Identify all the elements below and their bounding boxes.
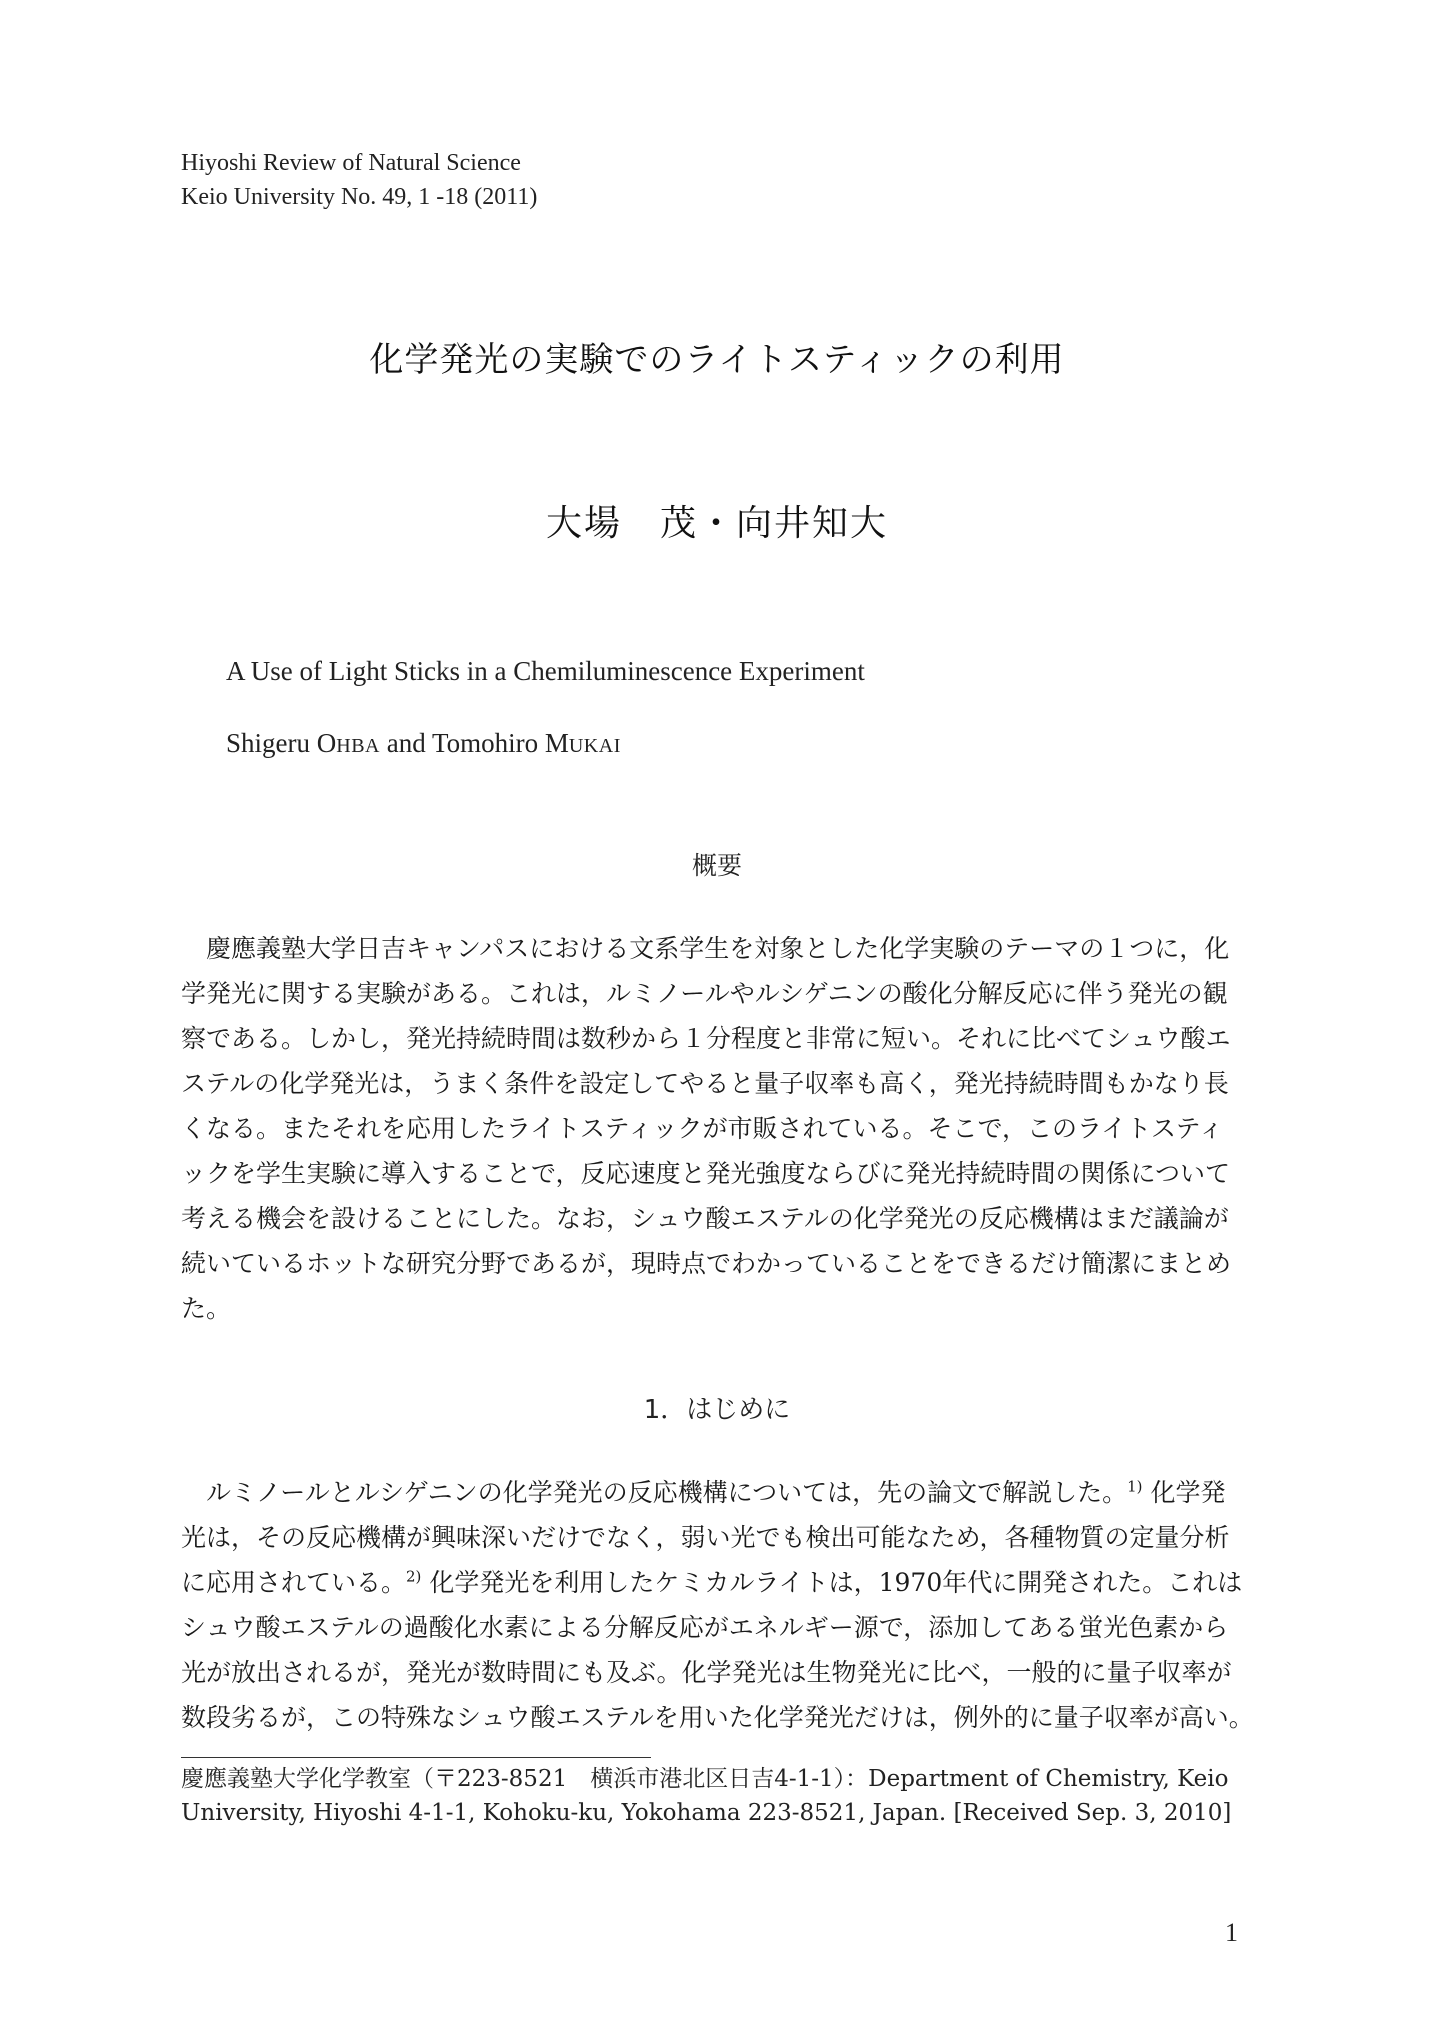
body-line: 光が放出されるが，発光が数時間にも及ぶ。化学発光は生物発光に比べ，一般的に量子収率が: [181, 1658, 1232, 1687]
english-authors: [226, 728, 621, 759]
journal-issue: Keio University No. 49, 1 -18 (2011): [181, 184, 538, 210]
body-line: [181, 1560, 1261, 1605]
body-line: 光は，その反応機構が興味深いだけでなく，弱い光でも検出可能なため，各種物質の定量分析: [181, 1523, 1230, 1552]
footnote-line: University, Hiyoshi 4-1-1, Kohoku-ku, Yokohama 223-8521, Japan. [Received Sep. 3, 2010]: [181, 1800, 1232, 1826]
author-conjunction: and Tomohiro: [379, 728, 545, 758]
author1-last-initial: O: [316, 728, 337, 758]
body-line: シュウ酸エステルの過酸化水素による分解反応がエネルギー源で，添加してある蛍光色素から: [181, 1613, 1229, 1642]
body-line: [181, 1470, 1261, 1515]
english-title: A Use of Light Sticks in a Chemiluminescence Experiment: [226, 656, 865, 686]
author2-last-rest: UKAI: [568, 735, 621, 757]
abstract-line: ックを学生実験に導入することで，反応速度と発光強度ならびに発光持続時間の関係について: [181, 1159, 1231, 1188]
journal-header: [181, 146, 537, 214]
abstract-line: 察である。しかし，発光持続時間は数秒から１分程度と非常に短い。それに比べてシュウ酸エ: [181, 1024, 1231, 1053]
footnote-line: 慶應義塾大学化学教室（〒223-8521 横浜市港北区日吉4-1-1）：Department of Chemistry, Keio: [181, 1766, 1229, 1792]
body-line: 数段劣るが，この特殊なシュウ酸エステルを用いた化学発光だけは，例外的に量子収率が高い。: [181, 1703, 1254, 1732]
abstract-line: た。: [181, 1294, 232, 1323]
footnote: [181, 1762, 1281, 1830]
authors-japanese: 大場 茂・向井知大: [545, 503, 888, 544]
section-body: [181, 1470, 1261, 1740]
abstract-line: 学発光に関する実験がある。これは，ルミノールやルシゲニンの酸化分解反応に伴う発光の観: [181, 979, 1228, 1008]
author1-last-rest: HBA: [336, 735, 380, 757]
abstract-body: [181, 926, 1261, 1331]
body-text: 化学発: [1142, 1478, 1226, 1507]
abstract-line: ステルの化学発光は，うまく条件を設定してやると量子収率も高く，発光持続時間もかなり長: [181, 1069, 1229, 1098]
abstract-line: 考える機会を設けることにした。なお，シュウ酸エステルの化学発光の反応機構はまだ議論が: [181, 1204, 1229, 1233]
section-heading: 1．はじめに: [643, 1395, 791, 1425]
body-text: ルミノールとルシゲニンの化学発光の反応機構については，先の論文で解説した。: [181, 1478, 1128, 1507]
author2-last-initial: M: [544, 728, 569, 758]
body-text: に応用されている。: [181, 1568, 407, 1597]
author1-first-name: Shigeru: [226, 728, 317, 758]
abstract-line: 慶應義塾大学日吉キャンパスにおける文系学生を対象とした化学実験のテーマの１つに，化: [181, 934, 1230, 963]
abstract-heading: 概要: [691, 851, 742, 880]
paper-title: 化学発光の実験でのライトスティックの利用: [369, 340, 1065, 380]
reference-marker: 1): [1127, 1477, 1143, 1496]
body-text: 化学発光を利用したケミカルライトは，1970年代に開発された。これは: [421, 1568, 1243, 1597]
page-number: 1: [1225, 1918, 1238, 1947]
footnote-divider: [181, 1757, 651, 1758]
journal-name: Hiyoshi Review of Natural Science: [181, 150, 521, 176]
reference-marker: 2): [406, 1567, 422, 1586]
abstract-line: くなる。またそれを応用したライトスティックが市販されている。そこで，このライトスティ: [181, 1114, 1224, 1143]
abstract-line: 続いているホットな研究分野であるが，現時点でわかっていることをできるだけ簡潔にまとめ: [181, 1249, 1232, 1278]
